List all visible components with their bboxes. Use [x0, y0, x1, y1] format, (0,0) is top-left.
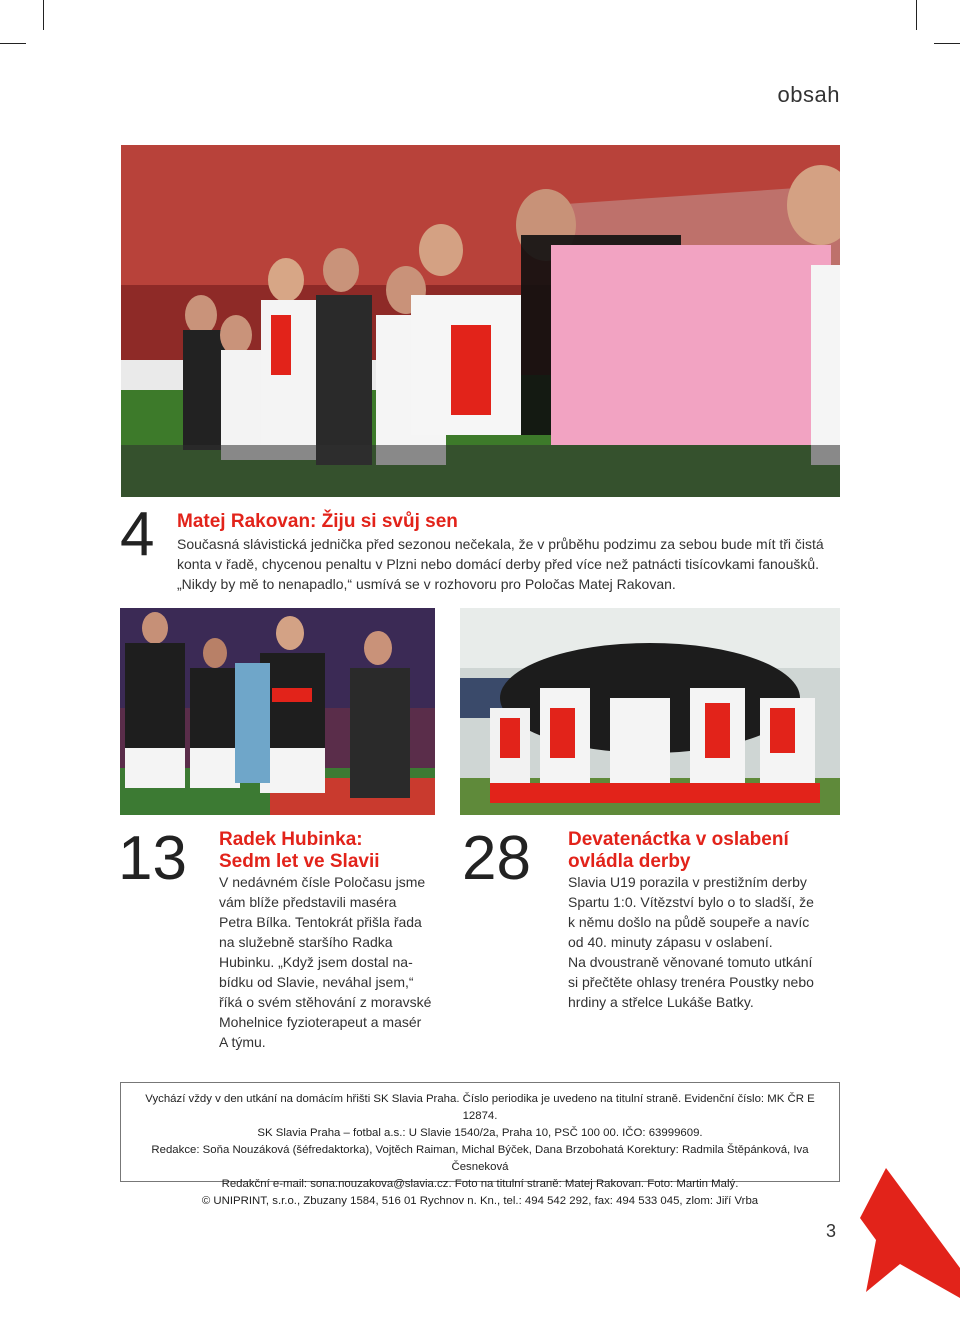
article-left-line: Hubinku. „Když jsem dostal na-: [219, 954, 413, 970]
article-left-line: Petra Bílka. Tentokrát přišla řada: [219, 914, 422, 930]
article-right-line: hrdiny a střelce Lukáše Batky.: [568, 994, 754, 1010]
page-number: 3: [826, 1221, 837, 1241]
article-left-headline: [219, 829, 380, 873]
main-article-page-number: 4: [120, 500, 155, 569]
article-right-headline-line: ovládla derby: [568, 851, 691, 872]
article-right-line: Spartu 1:0. Vítězství bylo o to sladší, že: [568, 894, 814, 910]
crop-mark-top-right: [916, 0, 917, 30]
article-right-headline: [568, 829, 789, 873]
imprint-line: Vychází vždy v den utkání na domácím hřišti SK Slavia Praha. Číslo periodika je uvedeno na titulní straně. Evidenční číslo: MK ČR E 12874.: [145, 1093, 815, 1122]
article-left-body: [219, 872, 447, 1052]
imprint-box: [120, 1082, 840, 1207]
main-photo-team-bench: [121, 145, 840, 497]
article-right-headline-line: Devatenáctka v oslabení: [568, 829, 789, 850]
red-arrow-logo-icon: [860, 1168, 960, 1298]
article-right-line: Na dvoustraně věnované tomuto utkání: [568, 954, 813, 970]
article-left-line: A týmu.: [219, 1034, 266, 1050]
main-article-body: [177, 534, 842, 594]
article-left-line: bídku od Slavie, neváhal jsem,“: [219, 974, 414, 990]
article-left-line: V nedávném čísle Poločasu jsme: [219, 874, 426, 890]
crop-mark-right-h: [934, 43, 960, 44]
article-left-headline-line: Radek Hubinka:: [219, 829, 363, 850]
main-article-line: „Nikdy by mě to nenapadlo,“ usmívá se v rozhovoru pro Poločas Matej Rakovan.: [177, 576, 676, 592]
article-left-headline-line: Sedm let ve Slavii: [219, 851, 380, 872]
imprint-line: Redakce: Soňa Nouzáková (šéfredaktorka), Vojtěch Raiman, Michal Býček, Dana Brzobohatá Korektury: Radmila Štěpánková, Iva Česneková: [151, 1144, 809, 1173]
article-left-line: na služebně staršího Radka: [219, 934, 393, 950]
main-article-line: konta v řadě, chycenou penaltu v Plzni nebo domácí derby před více než patnácti tisícovkami fanoušků.: [177, 556, 820, 572]
crop-mark-left-h: [0, 43, 26, 44]
photo-hubinka-players: [120, 608, 435, 815]
main-article-line: Současná slávistická jednička před sezonou nečekala, že v průběhu podzimu za sebou bude mít tři čistá: [177, 536, 824, 552]
article-right-line: k němu došlo na půdě soupeře a navíc: [568, 914, 810, 930]
main-article-headline: Matej Rakovan: Žiju si svůj sen: [177, 511, 458, 532]
article-left-line: říká o svém stěhování z moravské: [219, 994, 432, 1010]
crop-mark-top-left: [43, 0, 44, 30]
imprint-line: © UNIPRINT, s.r.o., Zbuzany 1584, 516 01 Rychnov n. Kn., tel.: 494 542 292, fax: 494 533 045, zlom: Jiří Vrba: [201, 1195, 759, 1207]
article-right-line: Slavia U19 porazila v prestižním derby: [568, 874, 807, 890]
section-label: obsah: [777, 82, 840, 107]
imprint-line: SK Slavia Praha – fotbal a.s.: U Slavie 1540/2a, Praha 10, PSČ 100 00. IČO: 63999609.: [257, 1127, 703, 1139]
article-left-line: vám blíže představili maséra: [219, 894, 397, 910]
article-right-body: [568, 872, 843, 1012]
article-right-line: si přečtěte ohlasy trenéra Poustky nebo: [568, 974, 814, 990]
article-left-page-number: 13: [118, 824, 187, 893]
imprint-line: Redakční e-mail: sona.nouzakova@slavia.cz. Foto na titulní straně: Matej Rakovan. Foto: Martin Malý.: [221, 1178, 739, 1190]
article-right-page-number: 28: [462, 824, 531, 893]
photo-u19-team-huddle: [460, 608, 840, 815]
article-left-line: Mohelnice fyzioterapeut a masér: [219, 1014, 422, 1030]
article-right-line: od 40. minuty zápasu v oslabení.: [568, 934, 773, 950]
